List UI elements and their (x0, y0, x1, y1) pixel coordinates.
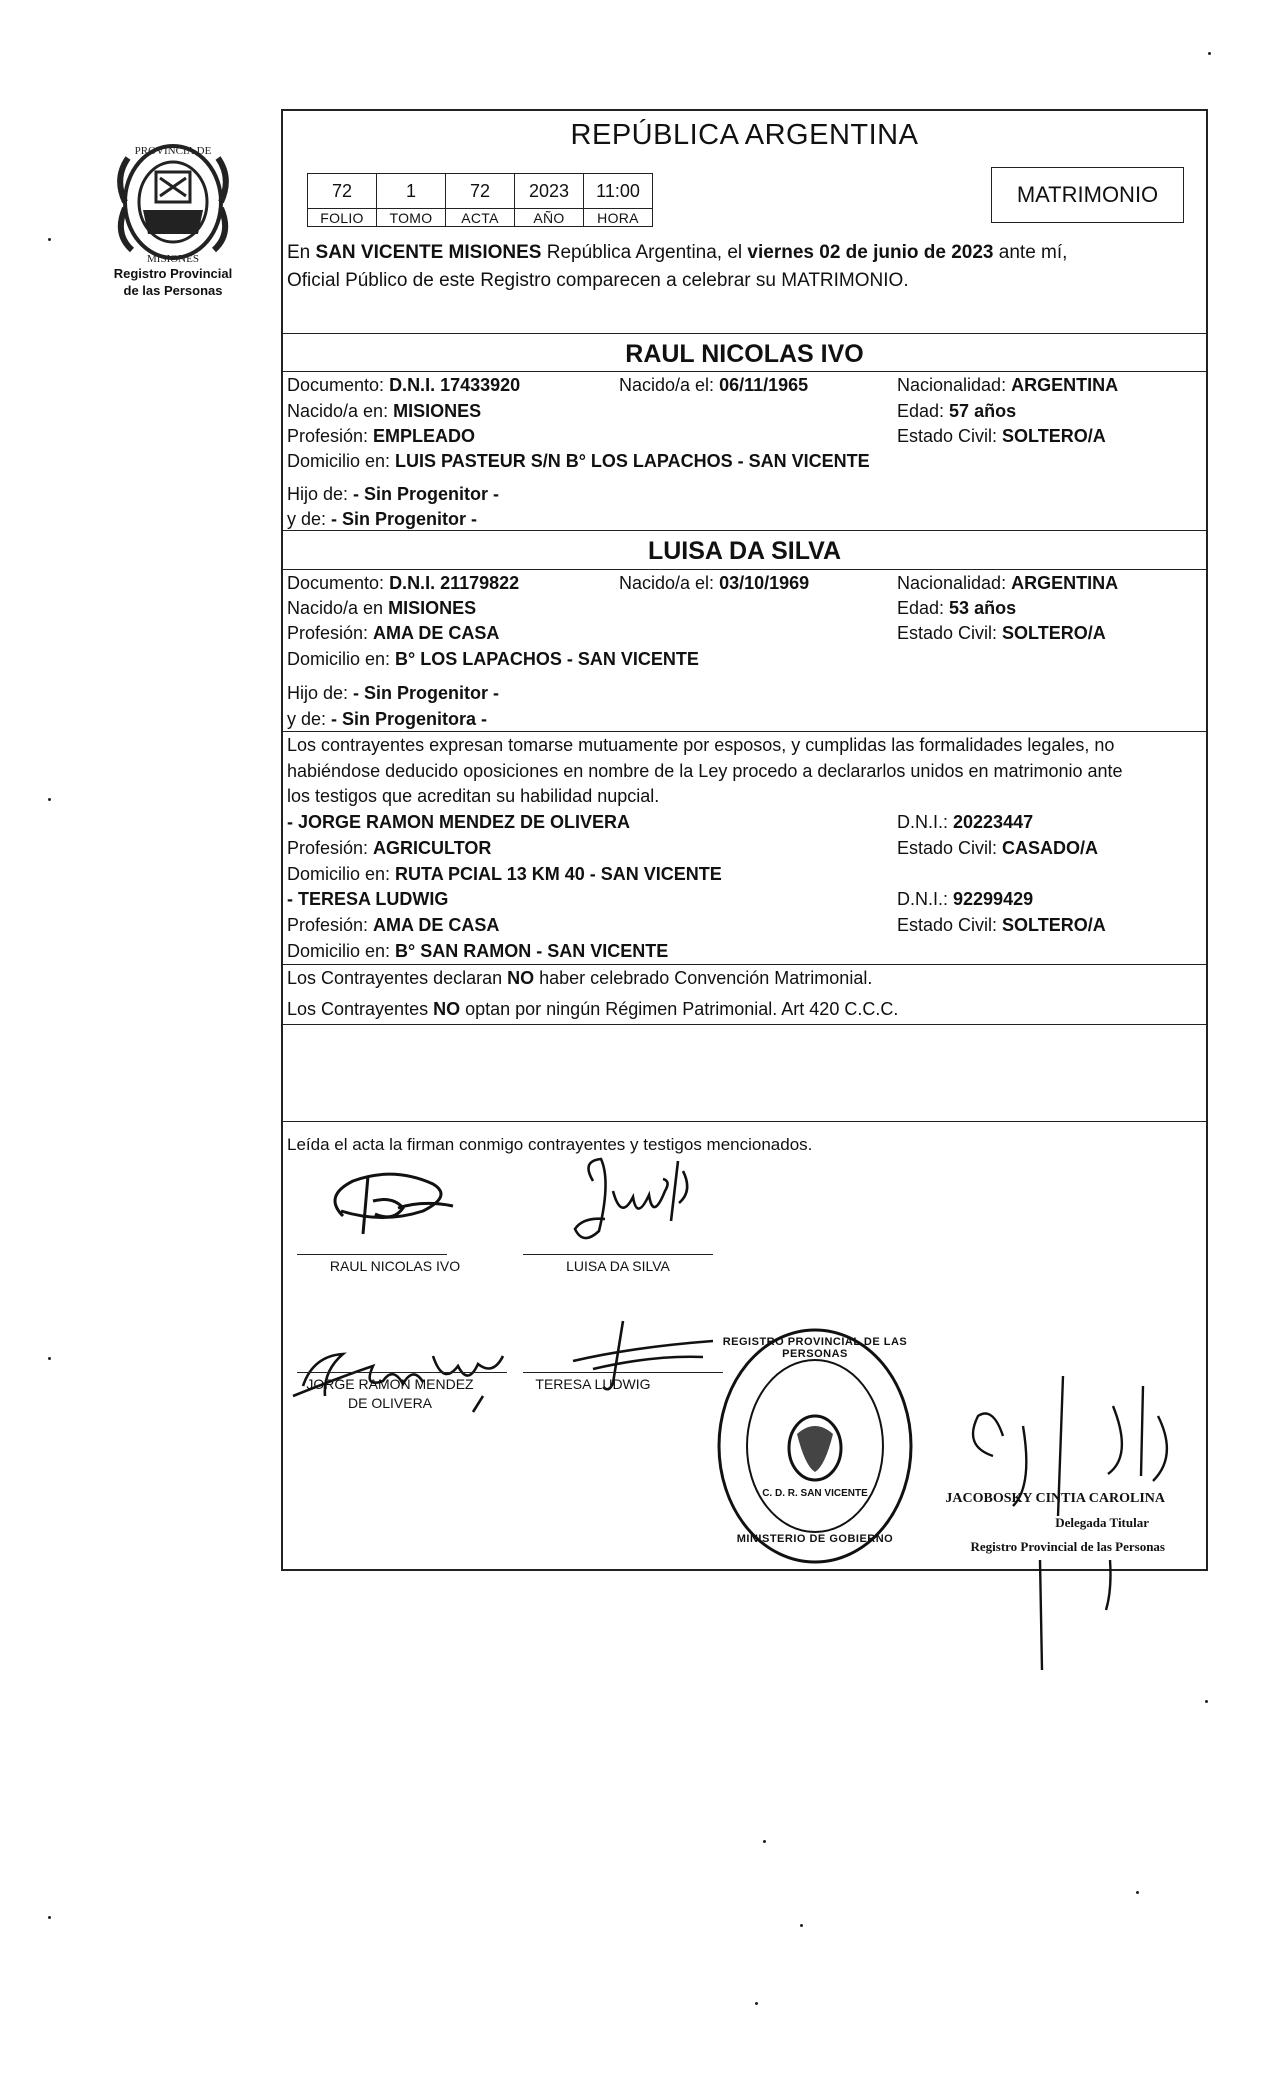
seal-ring-top: PROVINCIA DE (134, 145, 212, 157)
spouse2-nationality: Nacionalidad: ARGENTINA (897, 573, 1119, 593)
spouse1-name: RAUL NICOLAS IVO (625, 340, 864, 368)
witness2-dni: D.N.I.: 92299429 (897, 889, 1034, 909)
signature-line (297, 1254, 447, 1255)
act-type-box: MATRIMONIO (991, 167, 1184, 223)
divider (283, 964, 1206, 965)
scan-speck (800, 1924, 803, 1927)
divider (283, 371, 1206, 372)
scan-speck (48, 798, 51, 801)
spouse1-civil-status: Estado Civil: SOLTERO/A (897, 426, 1106, 446)
spouse2-document: Documento: D.N.I. 21179822 (287, 573, 520, 593)
witness1-profession: Profesión: AGRICULTOR (287, 838, 492, 858)
spouse1-parent1: Hijo de: - Sin Progenitor - (287, 484, 500, 504)
witness1-dni: D.N.I.: 20223447 (897, 812, 1034, 832)
ref-ano-value: 2023 (515, 174, 584, 209)
spouse2-birthplace: Nacido/a en MISIONES (287, 598, 477, 618)
scan-speck (763, 1840, 766, 1843)
spouse2-birthdate: Nacido/a el: 03/10/1969 (619, 573, 810, 593)
spouse1-birthdate: Nacido/a el: 06/11/1965 (619, 375, 809, 395)
signature-label-luisa: LUISA DA SILVA (566, 1258, 670, 1274)
spouse2-profession: Profesión: AMA DE CASA (287, 623, 500, 643)
official-role: Delegada Titular (1055, 1515, 1149, 1530)
witness2-civil-status: Estado Civil: SOLTERO/A (897, 915, 1106, 935)
spouse2-civil-status: Estado Civil: SOLTERO/A (897, 623, 1106, 643)
ref-hora-value: 11:00 (584, 174, 653, 209)
signature-line (523, 1372, 723, 1373)
ref-folio-label: FOLIO (308, 209, 377, 227)
spouse1-parent2: y de: - Sin Progenitor - (287, 509, 478, 529)
scan-speck (1205, 1700, 1208, 1703)
regime-line-1: Los Contrayentes declaran NO haber celebrado Convención Matrimonial. (287, 968, 873, 988)
signature-teresa-icon (563, 1311, 723, 1411)
signature-label-jorge-1: JORGE RAMON MENDEZ (306, 1376, 474, 1392)
seal-emblem-icon (98, 138, 248, 266)
spouse2-age: Edad: 53 años (897, 598, 1017, 618)
spouse2-parent1: Hijo de: - Sin Progenitor - (287, 683, 500, 703)
signature-label-teresa: TERESA LUDWIG (535, 1376, 651, 1392)
spouse1-age: Edad: 57 años (897, 401, 1017, 421)
divider (283, 569, 1206, 570)
signature-raul-icon (303, 1156, 473, 1256)
scan-speck (1136, 1891, 1139, 1894)
witness1-name: - JORGE RAMON MENDEZ DE OLIVERA (287, 812, 631, 832)
scan-speck (48, 238, 51, 241)
witness1-address: Domicilio en: RUTA PCIAL 13 KM 40 - SAN VICENTE (287, 864, 722, 884)
declaration-line-1: Los contrayentes expresan tomarse mutuamente por esposos, y cumplidas las formalidades legales, no (287, 735, 1115, 755)
divider (283, 333, 1206, 334)
divider (283, 530, 1206, 531)
official-org: Registro Provincial de las Personas (970, 1539, 1165, 1554)
scan-speck (1208, 52, 1211, 55)
page-title: REPÚBLICA ARGENTINA (570, 119, 919, 151)
declaration-line-2: habiéndose deducido oposiciones en nombre de la Ley procedo a declararlos unidos en matrimonio ante (287, 761, 1123, 781)
witness2-profession: Profesión: AMA DE CASA (287, 915, 500, 935)
witness1-civil-status: Estado Civil: CASADO/A (897, 838, 1099, 858)
spouse1-document: Documento: D.N.I. 17433920 (287, 375, 521, 395)
seal-ring-bottom: MISIONES (147, 253, 199, 265)
signature-label-raul: RAUL NICOLAS IVO (329, 1258, 461, 1274)
stamp-ring-top: REGISTRO PROVINCIAL DE LAS PERSONAS (722, 1336, 908, 1360)
declaration-line-3: los testigos que acreditan su habilidad nupcial. (287, 786, 660, 806)
ref-hora-label: HORA (584, 209, 653, 227)
scan-speck (755, 2002, 758, 2005)
regime-line-2: Los Contrayentes NO optan por ningún Régimen Patrimonial. Art 420 C.C.C. (287, 999, 899, 1019)
spouse1-address: Domicilio en: LUIS PASTEUR S/N B° LOS LAPACHOS - SAN VICENTE (287, 451, 870, 471)
provincial-seal (98, 138, 248, 308)
scan-speck (48, 1357, 51, 1360)
official-stamp-icon (715, 1326, 915, 1566)
signature-line (297, 1372, 507, 1373)
witness2-name: - TERESA LUDWIG (287, 889, 449, 909)
stamp-inner-text: C. D. R. SAN VICENTE (762, 1488, 868, 1499)
scan-speck (48, 1916, 51, 1919)
official-name: JACOBOSKY CINTIA CAROLINA (945, 1491, 1165, 1506)
ref-folio-value: 72 (308, 174, 377, 209)
spouse2-parent2: y de: - Sin Progenitora - (287, 709, 488, 729)
reference-table (307, 173, 653, 227)
ref-tomo-value: 1 (377, 174, 446, 209)
witness2-address: Domicilio en: B° SAN RAMON - SAN VICENTE (287, 941, 669, 961)
divider (283, 1121, 1206, 1122)
divider (283, 731, 1206, 732)
spouse2-address: Domicilio en: B° LOS LAPACHOS - SAN VICENTE (287, 649, 699, 669)
intro-line-2: Oficial Público de este Registro comparecen a celebrar su MATRIMONIO. (287, 270, 909, 291)
spouse1-nationality: Nacionalidad: ARGENTINA (897, 375, 1119, 395)
ref-tomo-label: TOMO (377, 209, 446, 227)
seal-caption-line2: de las Personas (123, 283, 223, 298)
read-statement: Leída el acta la firman conmigo contrayentes y testigos mencionados. (287, 1135, 813, 1154)
signature-line (523, 1254, 713, 1255)
stamp-ring-bottom: MINISTERIO DE GOBIERNO (736, 1533, 894, 1545)
seal-caption-line1: Registro Provincial (113, 266, 233, 281)
spouse2-name: LUISA DA SILVA (647, 537, 842, 565)
ref-acta-value: 72 (446, 174, 515, 209)
spouse1-profession: Profesión: EMPLEADO (287, 426, 476, 446)
spouse1-birthplace: Nacido/a en: MISIONES (287, 401, 482, 421)
signature-label-jorge-2: DE OLIVERA (347, 1395, 433, 1411)
intro-line-1: En SAN VICENTE MISIONES República Argentina, el viernes 02 de junio de 2023 ante mí, (287, 242, 1068, 263)
marriage-certificate (281, 109, 1208, 1571)
ref-ano-label: AÑO (515, 209, 584, 227)
ref-acta-label: ACTA (446, 209, 515, 227)
signature-luisa-icon (553, 1151, 713, 1261)
signature-tail-icon (1010, 1560, 1130, 1680)
divider (283, 1024, 1206, 1025)
